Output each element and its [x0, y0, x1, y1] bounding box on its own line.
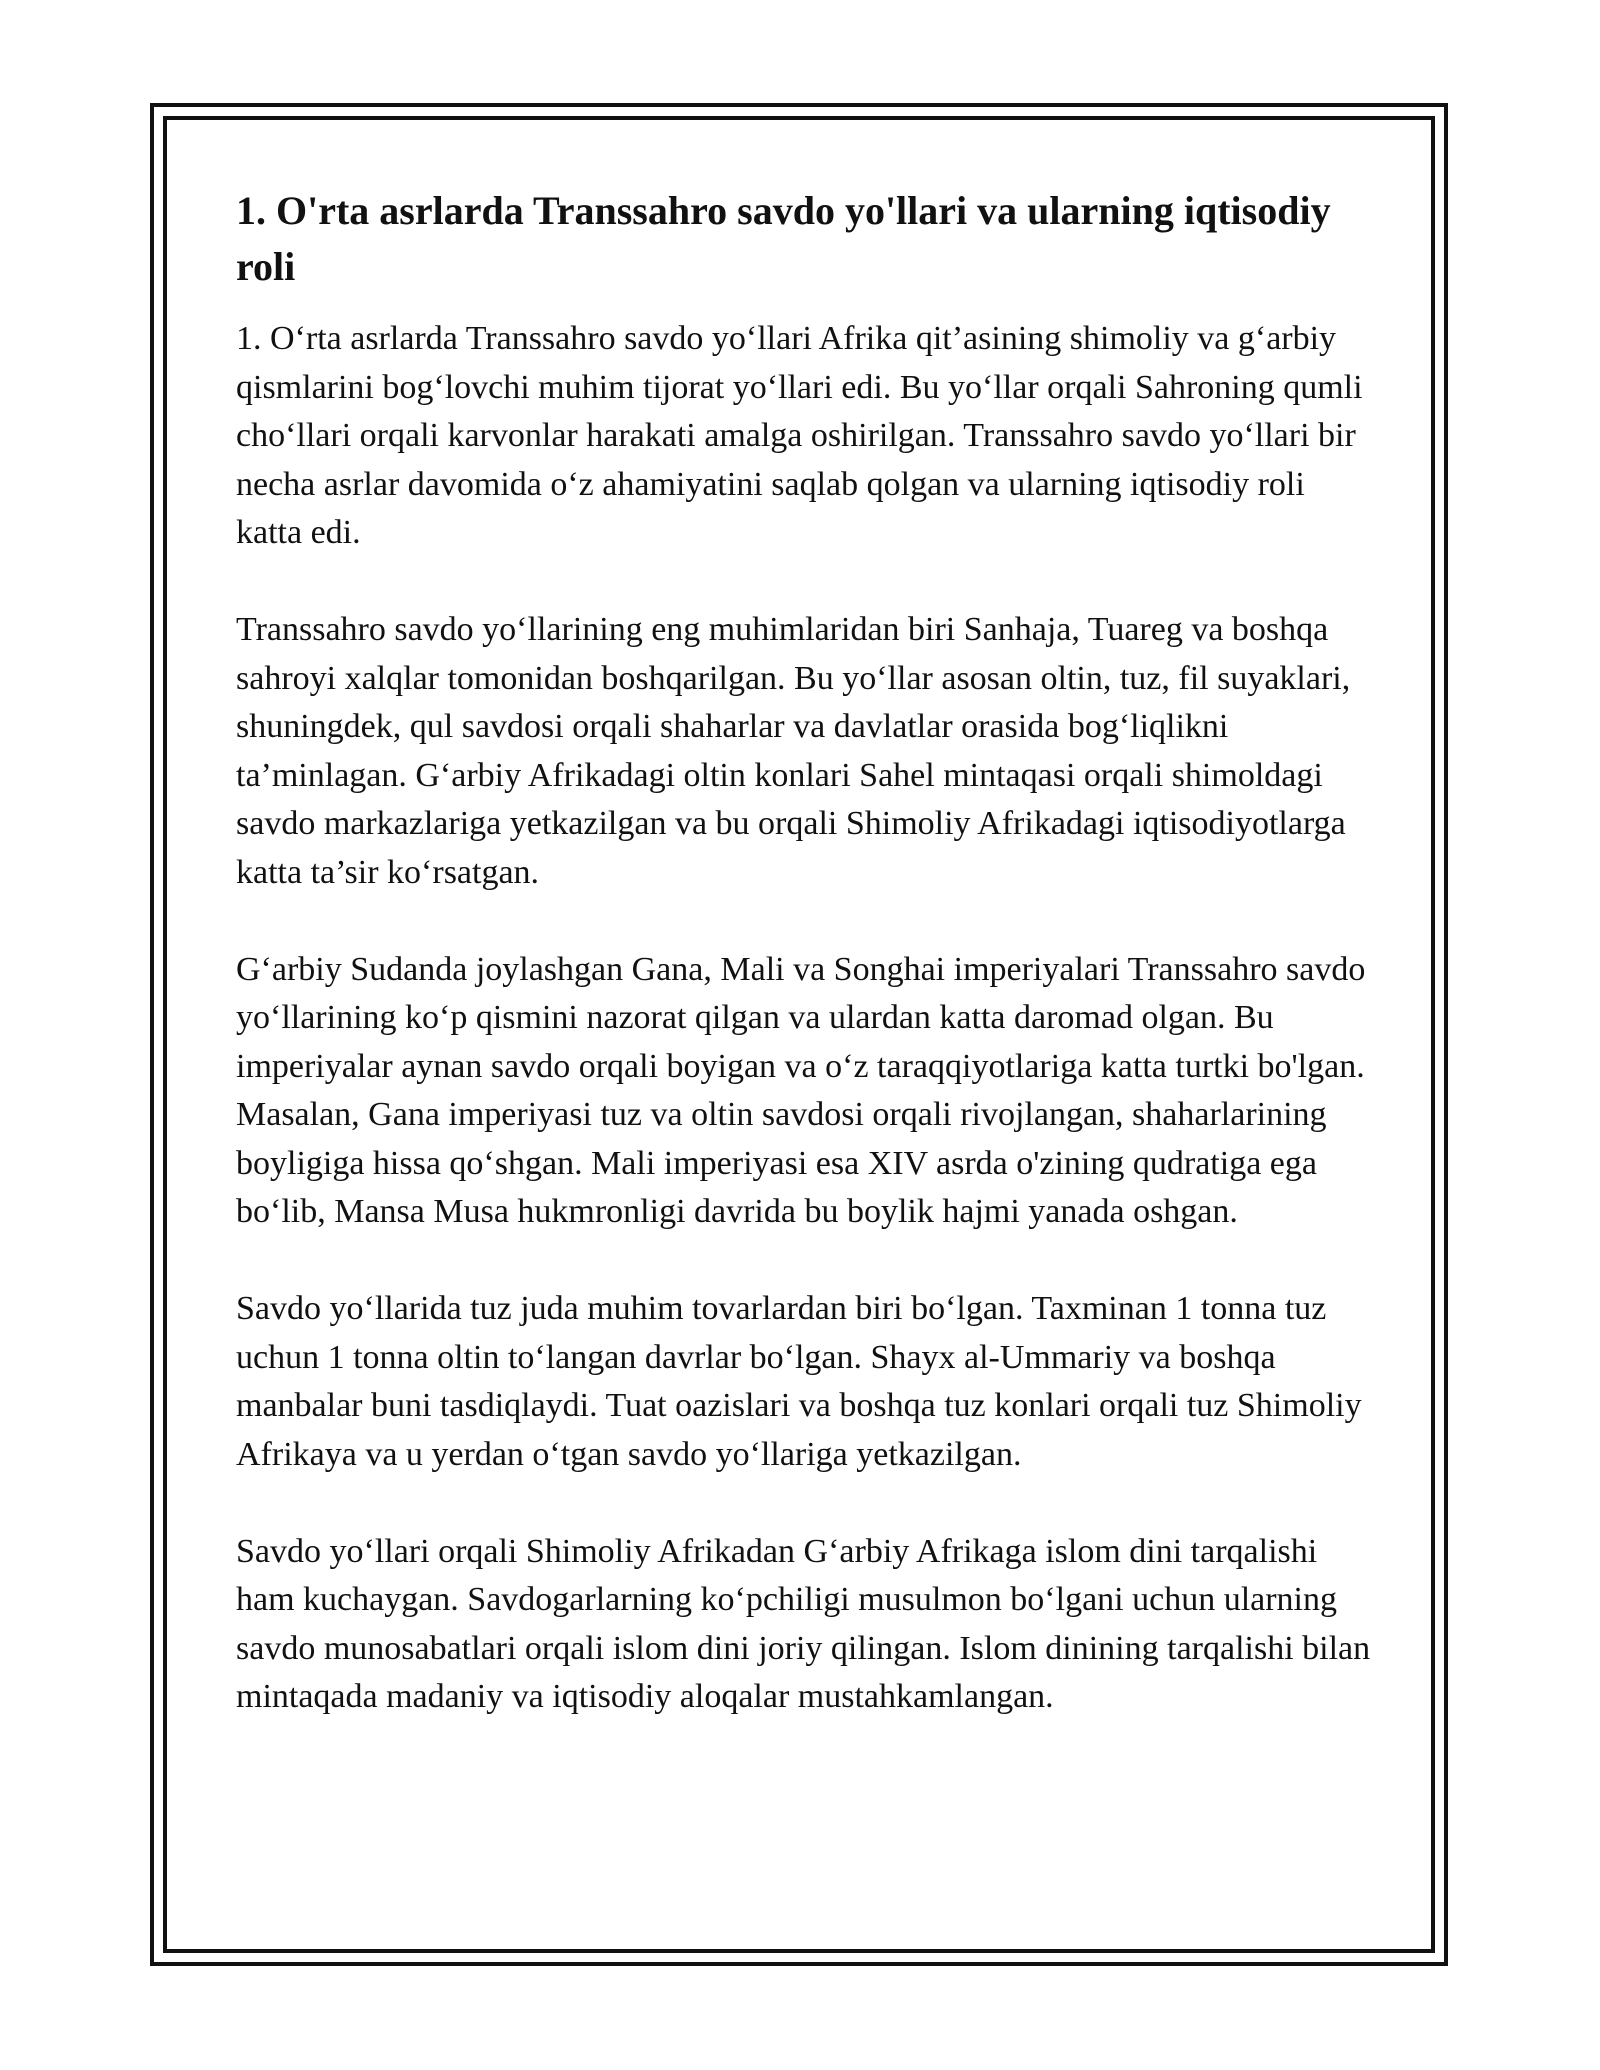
paragraph-2: Transsahro savdo yo‘llarining eng muhimlaridan biri Sanhaja, Tuareg va boshqa sahroyi xalqlar tomonidan boshqarilgan. Bu yo‘llar asosan oltin, tuz, fil suyaklari, shuningdek, qul savdosi orqali shaharlar va davlatlar orasida bog‘liqlikni ta’minlagan. G‘arbiy Afrikadagi oltin konlari Sahel mintaqasi orqali shimoldagi savdo markazlariga yetkazilgan va bu orqali Shimoliy Afrikadagi iqtisodiyotlarga katta ta’sir ko‘rsatgan.: [236, 611, 1351, 891]
document-body: [236, 183, 1376, 1722]
paragraph-3: G‘arbiy Sudanda joylashgan Gana, Mali va Songhai imperiyalari Transsahro savdo yo‘llarining ko‘p qismini nazorat qilgan va ulardan katta daromad olgan. Bu imperiyalar aynan savdo orqali boyigan va o‘z taraqqiyotlariga katta turtki bo'lgan. Masalan, Gana imperiyasi tuz va oltin savdosi orqali rivojlangan, shaharlarining boyligiga hissa qo‘shgan. Mali imperiyasi esa XIV asrda o'zining qudratiga ega bo‘lib, Mansa Musa hukmronligi davrida bu boylik hajmi yanada oshgan.: [236, 950, 1366, 1230]
document-title: 1. O'rta asrlarda Transsahro savdo yo'llari va ularning iqtisodiy roli: [236, 188, 1331, 289]
paragraph-4: Savdo yo‘llarida tuz juda muhim tovarlardan biri bo‘lgan. Taxminan 1 tonna tuz uchun 1 tonna oltin to‘langan davrlar bo‘lgan. Shayx al-Ummariy va boshqa manbalar buni tasdiqlaydi. Tuat oazislari va boshqa tuz konlari orqali tuz Shimoliy Afrikaya va u yerdan o‘tgan savdo yo‘llariga yetkazilgan.: [236, 1290, 1362, 1473]
paragraph-1: 1. O‘rta asrlarda Transsahro savdo yo‘llari Afrika qit’asining shimoliy va g‘arbiy qismlarini bog‘lovchi muhim tijorat yo‘llari edi. Bu yo‘llar orqali Sahroning qumli cho‘llari orqali karvonlar harakati amalga oshirilgan. Transsahro savdo yo‘llari bir necha asrlar davomida o‘z ahamiyatini saqlab qolgan va ularning iqtisodiy roli katta edi.: [236, 320, 1363, 551]
paragraph-5: Savdo yo‘llari orqali Shimoliy Afrikadan G‘arbiy Afrikaga islom dini tarqalishi ham kuchaygan. Savdogarlarning ko‘pchiligi musulmon bo‘lgani uchun ularning savdo munosabatlari orqali islom dini joriy qilingan. Islom dinining tarqalishi bilan mintaqada madaniy va iqtisodiy aloqalar mustahkamlangan.: [236, 1532, 1371, 1715]
